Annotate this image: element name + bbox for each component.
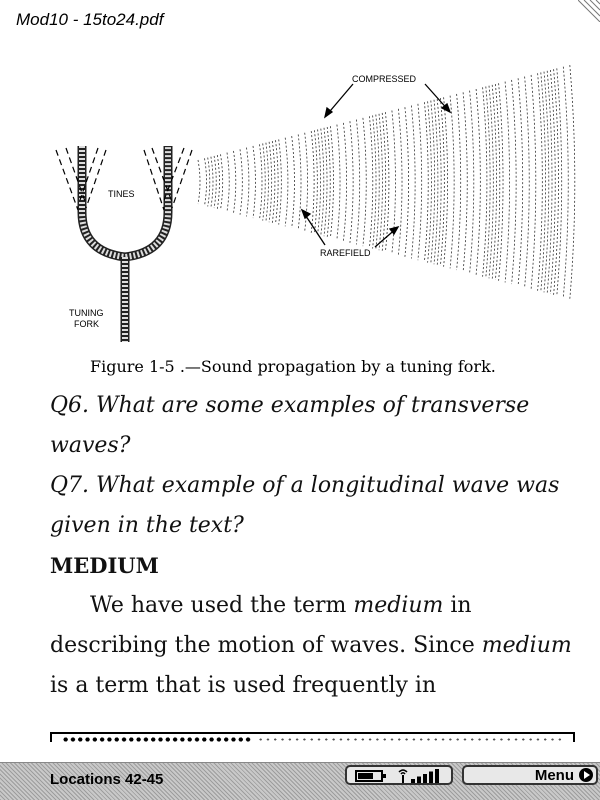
question-6: Q6. What are some examples of transverse waves? xyxy=(50,393,530,458)
signal-bar xyxy=(429,772,433,784)
sound-wavefronts xyxy=(198,65,575,299)
menu-label: Menu xyxy=(534,767,574,784)
signal-bar xyxy=(435,769,439,783)
signal-bar xyxy=(417,777,421,784)
reading-progress-bar[interactable] xyxy=(50,732,575,746)
wireless-signal-icon xyxy=(397,768,447,784)
status-bar xyxy=(0,762,600,800)
tuning-fork-figure xyxy=(40,62,580,352)
emphasis-medium: medium xyxy=(481,633,572,658)
menu-arrow-icon xyxy=(579,768,593,782)
rarefield-label: RAREFIELD xyxy=(320,248,371,258)
section-heading: MEDIUM xyxy=(50,553,159,578)
page-corner-icon xyxy=(578,0,600,22)
location-indicator: Locations 42-45 xyxy=(50,771,164,788)
top-bar xyxy=(0,0,600,36)
question-7: Q7. What example of a longitudinal wave was given in the text? xyxy=(50,473,560,538)
figure-caption: Figure 1-5 .—Sound propagation by a tuning fork. xyxy=(90,357,496,376)
menu-button[interactable] xyxy=(462,765,598,785)
signal-bar xyxy=(411,779,415,783)
progress-read-dots xyxy=(62,737,253,742)
signal-bar xyxy=(423,774,427,783)
document-title: Mod10 - 15to24.pdf xyxy=(16,10,164,29)
emphasis-medium: medium xyxy=(353,593,444,618)
tines-label: TINES xyxy=(108,189,135,199)
tuning-label: TUNING xyxy=(69,308,104,318)
body-paragraph: We have used the term medium in describing the motion of waves. Since medium is a term that is used frequently in xyxy=(50,593,572,698)
fork-label: FORK xyxy=(74,319,100,329)
compressed-label: COMPRESSED xyxy=(352,74,417,84)
device-status xyxy=(345,765,453,785)
battery-icon xyxy=(355,770,383,782)
label-arrows xyxy=(302,84,450,247)
progress-unread-dots xyxy=(257,738,565,741)
